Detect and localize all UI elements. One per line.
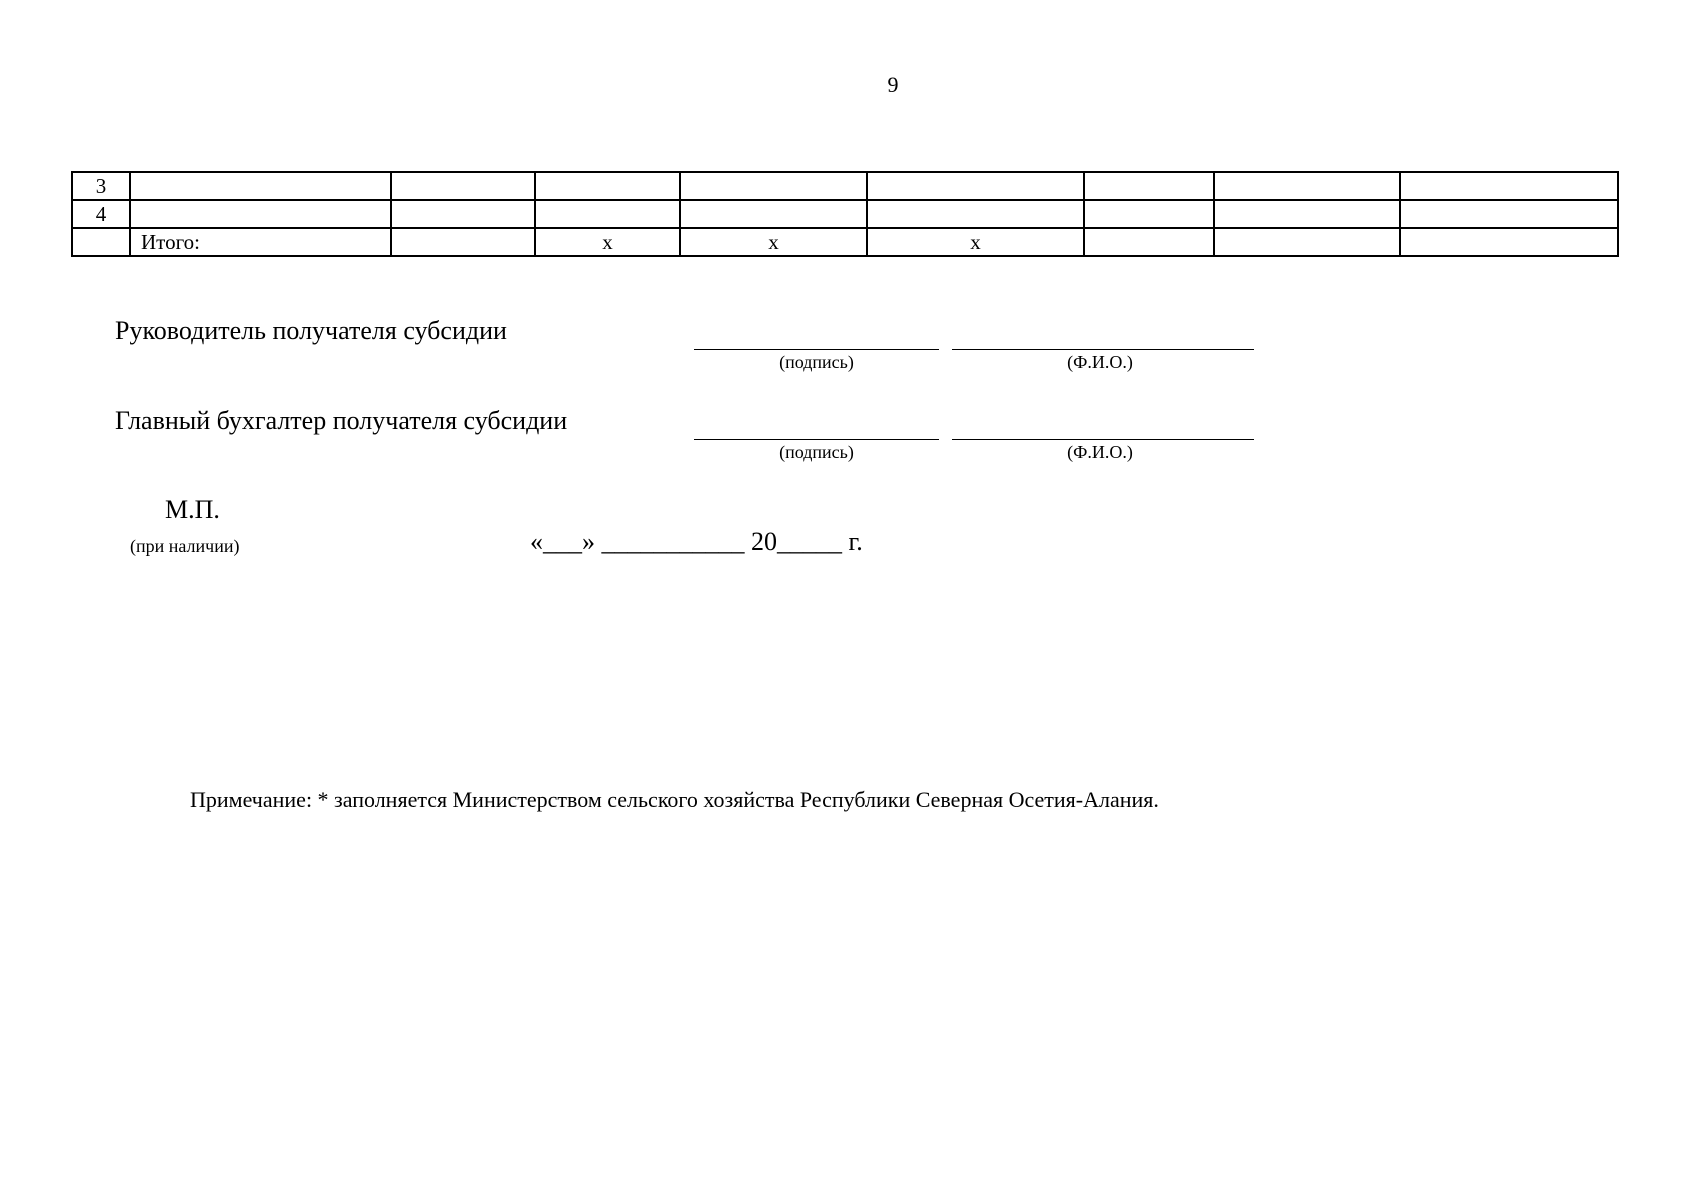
row-number: 3: [72, 172, 130, 200]
name-caption: (Ф.И.О.): [1067, 352, 1133, 372]
total-row: [72, 228, 1618, 256]
total-label: Итого:: [130, 228, 391, 256]
table-cell: [391, 228, 535, 256]
name-line: [952, 439, 1254, 440]
signatory-role-accountant: Главный бухгалтер получателя субсидии: [115, 406, 568, 435]
table-cell: x: [680, 228, 867, 256]
footnote: Примечание: * заполняется Министерством сельского хозяйства Республики Северная Осетия-Алания.: [190, 787, 1159, 812]
table-cell: [1084, 172, 1214, 200]
table-cell: [867, 200, 1084, 228]
signatory-role-head: Руководитель получателя субсидии: [115, 316, 507, 345]
table-cell: [391, 172, 535, 200]
signature-caption: (подпись): [779, 352, 854, 372]
table-cell: [391, 200, 535, 228]
table-cell: [1214, 228, 1400, 256]
table-cell: [1400, 172, 1618, 200]
table-cell: [867, 172, 1084, 200]
table-row: [72, 172, 1618, 200]
table-cell: [1400, 228, 1618, 256]
name-caption: (Ф.И.О.): [1067, 442, 1133, 462]
summary-table: [71, 171, 1619, 257]
table-cell: [130, 200, 391, 228]
signature-line: [694, 349, 939, 350]
table-cell: [535, 200, 680, 228]
table-cell: [680, 172, 867, 200]
table-cell: [680, 200, 867, 228]
table-cell: [1084, 200, 1214, 228]
row-number: 4: [72, 200, 130, 228]
name-line: [952, 349, 1254, 350]
stamp-label: М.П.: [165, 495, 220, 524]
page-number: 9: [887, 72, 899, 97]
table-cell: [1400, 200, 1618, 228]
table-cell: [1214, 172, 1400, 200]
date-field: «___» ___________ 20_____ г.: [530, 527, 863, 556]
table-cell: x: [867, 228, 1084, 256]
table-row: [72, 200, 1618, 228]
table-cell: [1084, 228, 1214, 256]
table-cell: [1214, 200, 1400, 228]
signature-line: [694, 439, 939, 440]
table-cell: [535, 172, 680, 200]
signature-caption: (подпись): [779, 442, 854, 462]
table-cell: [130, 172, 391, 200]
stamp-note: (при наличии): [130, 536, 240, 556]
table-cell: [72, 228, 130, 256]
table-cell: x: [535, 228, 680, 256]
